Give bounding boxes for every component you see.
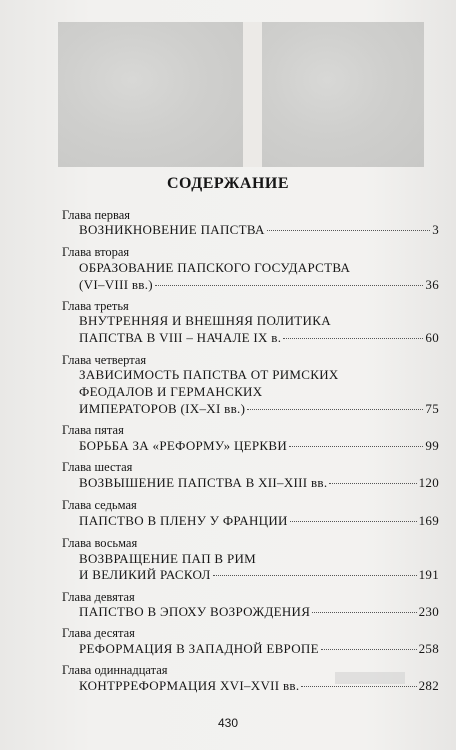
toc-line (79, 401, 439, 417)
leader-dots (267, 230, 430, 231)
chapter-label: Глава девятая (62, 590, 135, 604)
chapter-label: Глава вторая (62, 245, 130, 259)
page-folio-number: 430 (217, 716, 239, 730)
chapter-title: БОРЬБА ЗА «РЕФОРМУ» ЦЕРКВИ (79, 438, 288, 453)
page-number: 169 (418, 513, 439, 528)
toc-line (79, 567, 439, 583)
page-number: 258 (418, 641, 439, 656)
leader-dots (312, 612, 416, 613)
chapter-title: ВОЗНИКНОВЕНИЕ ПАПСТВА (79, 222, 265, 237)
chapter-title-continued: И ВЕЛИКИЙ РАСКОЛ (79, 567, 211, 582)
toc-line (79, 260, 350, 276)
page-number: 191 (418, 567, 439, 582)
leader-dots (329, 483, 416, 484)
toc-line (79, 330, 439, 346)
toc-line (79, 551, 256, 567)
chapter-label: Глава седьмая (62, 498, 137, 512)
toc-line (79, 277, 439, 293)
toc-line (79, 604, 439, 620)
leader-dots (290, 521, 417, 522)
chapter-label: Глава пятая (62, 423, 124, 437)
chapter-title-continued: ИМПЕРАТОРОВ (IX–XI вв.) (79, 401, 246, 416)
page-number: 36 (425, 277, 439, 292)
chapter-title: ВОЗВРАЩЕНИЕ ПАП В РИМ (79, 551, 257, 566)
leader-dots (289, 446, 423, 447)
chapter-title-continued: ФЕОДАЛОВ И ГЕРМАНСКИХ (79, 384, 263, 399)
chapter-label: Глава шестая (62, 460, 133, 474)
leader-dots (155, 285, 423, 286)
page-number: 120 (418, 475, 439, 490)
leader-dots (283, 338, 423, 339)
chapter-title: ЗАВИСИМОСТЬ ПАПСТВА ОТ РИМСКИХ (79, 367, 339, 382)
toc-line (79, 222, 439, 238)
chapter-title: ПАПСТВО В ЭПОХУ ВОЗРОЖДЕНИЯ (79, 604, 311, 619)
page-number: 60 (425, 330, 439, 345)
chapter-title: ВОЗВЫШЕНИЕ ПАПСТВА В XII–XIII вв. (79, 475, 328, 490)
chapter-title: КОНТРРЕФОРМАЦИЯ XVI–XVII вв. (79, 678, 300, 693)
toc-line (79, 475, 439, 491)
page-number: 3 (432, 222, 439, 237)
leader-dots (213, 575, 417, 576)
chapter-label: Глава первая (62, 208, 131, 222)
leader-dots (321, 649, 417, 650)
chapter-title: ОБРАЗОВАНИЕ ПАПСКОГО ГОСУДАРСТВА (79, 260, 351, 275)
toc-line (79, 513, 439, 529)
chapter-title-continued: ПАПСТВА В VIII – НАЧАЛЕ IX в. (79, 330, 282, 345)
toc-line (79, 678, 439, 694)
chapter-title: РЕФОРМАЦИЯ В ЗАПАДНОЙ ЕВРОПЕ (79, 641, 319, 656)
toc-line (79, 367, 339, 383)
chapter-title: ВНУТРЕННЯЯ И ВНЕШНЯЯ ПОЛИТИКА (79, 313, 331, 328)
toc-line (79, 313, 331, 329)
contents-heading: СОДЕРЖАНИЕ (166, 175, 290, 192)
page-number: 99 (425, 438, 439, 453)
toc-line (79, 438, 439, 454)
leader-dots (247, 409, 423, 410)
chapter-title: ПАПСТВО В ПЛЕНУ У ФРАНЦИИ (79, 513, 288, 528)
page-number: 75 (425, 401, 439, 416)
page-number: 230 (418, 604, 439, 619)
chapter-label: Глава одиннадцатая (62, 663, 168, 677)
leader-dots (301, 686, 416, 687)
toc-line (79, 641, 439, 657)
page-number: 282 (418, 678, 439, 693)
toc-line (79, 384, 262, 400)
chapter-title-continued: (VI–VIII вв.) (79, 277, 153, 292)
chapter-label: Глава восьмая (62, 536, 138, 550)
chapter-label: Глава четвертая (62, 353, 147, 367)
chapter-label: Глава десятая (62, 626, 135, 640)
chapter-label: Глава третья (62, 299, 129, 313)
